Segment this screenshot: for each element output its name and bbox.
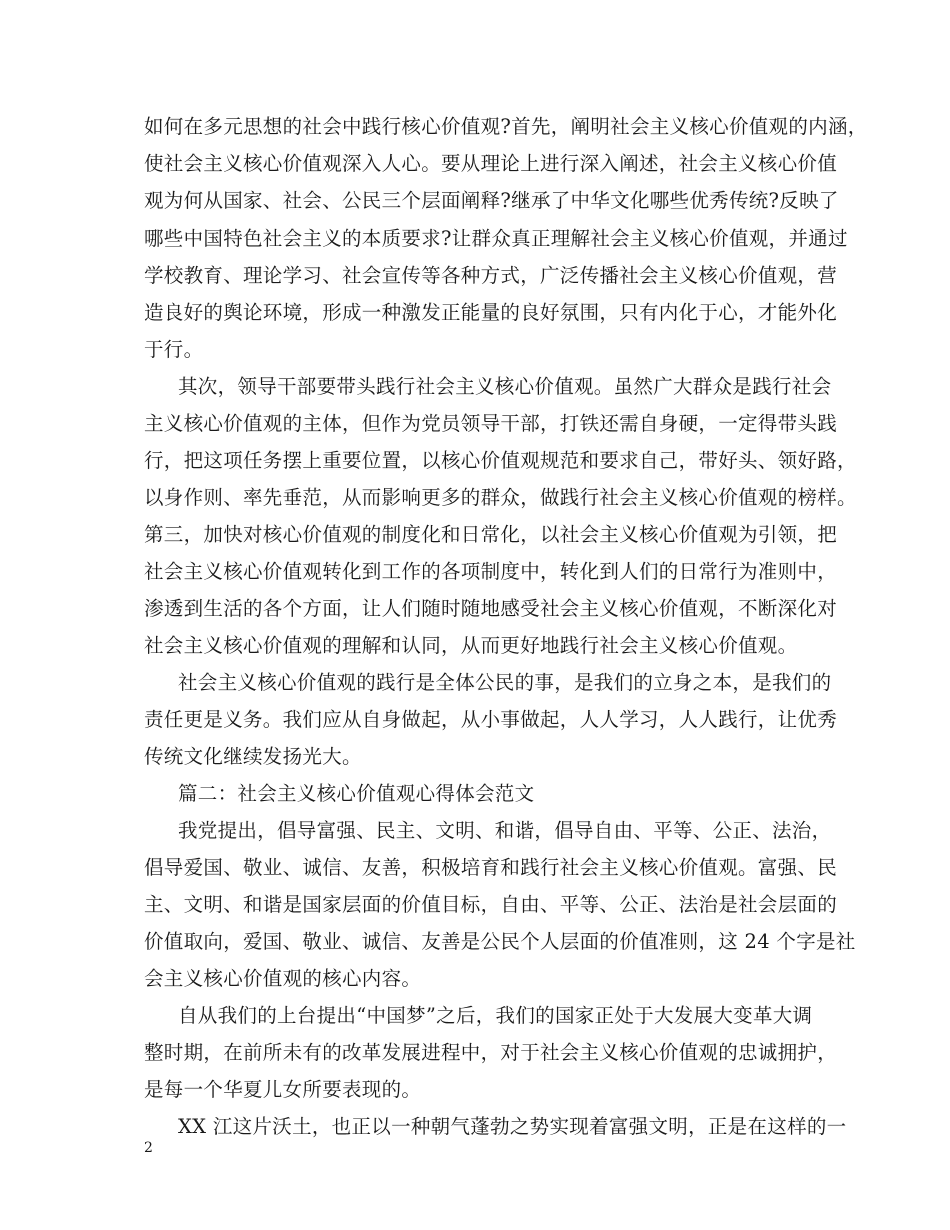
text-line: 自从我们的上台提出“中国梦”之后，我们的国家正处于大发展大变革大调 [178, 1004, 813, 1027]
text-line: 学校教育、理论学习、社会宣传等各种方式，广泛传播社会主义核心价值观，营 [144, 264, 838, 287]
text-line: 社会主义核心价值观的理解和认同，从而更好地践行社会主义核心价值观。 [144, 634, 798, 657]
text-line: 其次，领导干部要带头践行社会主义核心价值观。虽然广大群众是践行社会 [178, 375, 832, 398]
text-line: 使社会主义核心价值观深入人心。要从理论上进行深入阐述，社会主义核心价值 [144, 152, 838, 175]
section-heading: 篇二：社会主义核心价值观心得体会范文 [178, 782, 535, 805]
text-line: 主、文明、和谐是国家层面的价值目标，自由、平等、公正、法治是社会层面的 [144, 893, 838, 916]
text-line: 于行。 [144, 338, 204, 361]
text-line: 传统文化继续发扬光大。 [144, 745, 362, 768]
text-line: XX 江这片沃土，也正以一种朝气蓬勃之势实现着富强文明，正是在这样的一 [178, 1115, 847, 1138]
text-line: 观为何从国家、社会、公民三个层面阐释?继承了中华文化哪些优秀传统?反映了 [144, 189, 839, 212]
text-line: 主义核心价值观的主体，但作为党员领导干部，打铁还需自身硬，一定得带头践 [144, 412, 838, 435]
text-line: 社会主义核心价值观转化到工作的各项制度中，转化到人们的日常行为准则中， [144, 560, 838, 583]
page-number: 2 [144, 1140, 153, 1156]
text-line: 我党提出，倡导富强、民主、文明、和谐，倡导自由、平等、公正、法治， [178, 819, 832, 842]
text-line: 造良好的舆论环境，形成一种激发正能量的良好氛围，只有内化于心，才能外化 [144, 301, 838, 324]
text-line: 第三，加快对核心价值观的制度化和日常化，以社会主义核心价值观为引领，把 [144, 523, 838, 546]
text-line: 责任更是义务。我们应从自身做起，从小事做起，人人学习，人人践行，让优秀 [144, 708, 838, 731]
text-line: 哪些中国特色社会主义的本质要求?让群众真正理解社会主义核心价值观，并通过 [144, 227, 848, 250]
text-line: 如何在多元思想的社会中践行核心价值观?首先，阐明社会主义核心价值观的内涵， [144, 115, 868, 138]
text-line: 行，把这项任务摆上重要位置，以核心价值观规范和要求自己，带好头、领好路， [144, 449, 857, 472]
text-line: 以身作则、率先垂范，从而影响更多的群众，做践行社会主义核心价值观的榜样。 [144, 486, 857, 509]
text-line: 社会主义核心价值观的践行是全体公民的事，是我们的立身之本，是我们的 [178, 671, 832, 694]
text-line: 是每一个华夏儿女所要表现的。 [144, 1078, 422, 1101]
text-line: 渗透到生活的各个方面，让人们随时随地感受社会主义核心价值观，不断深化对 [144, 597, 838, 620]
text-line: 价值取向，爱国、敬业、诚信、友善是公民个人层面的价值准则，这 24 个字是社 [144, 930, 856, 953]
text-line: 倡导爱国、敬业、诚信、友善，积极培育和践行社会主义核心价值观。富强、民 [144, 856, 838, 879]
text-line: 会主义核心价值观的核心内容。 [144, 967, 422, 990]
text-line: 整时期，在前所未有的改革发展进程中，对于社会主义核心价值观的忠诚拥护， [144, 1041, 838, 1064]
